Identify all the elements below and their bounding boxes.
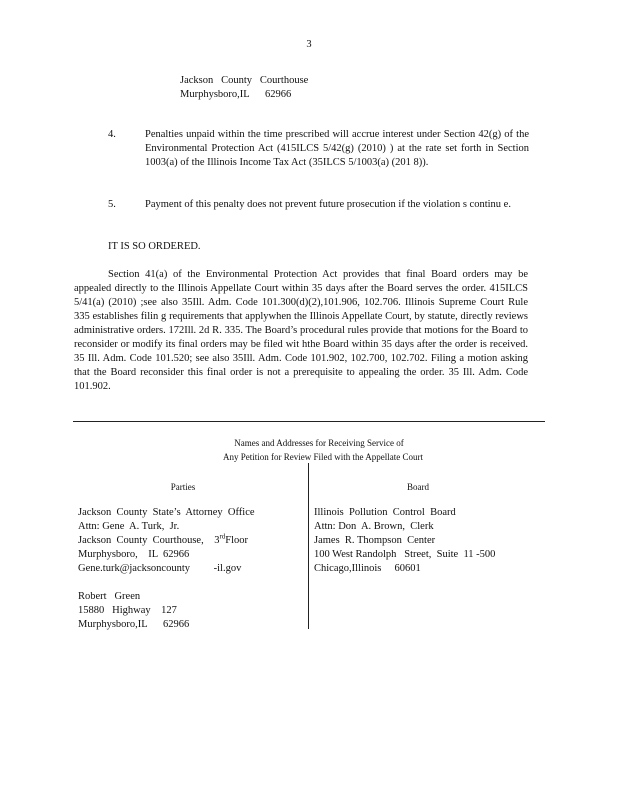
item-number: 5. [108, 199, 116, 210]
page-number: 3 [306, 39, 312, 50]
party-email: Gene.turk@jacksoncounty -il.gov [78, 563, 242, 574]
board-line: Attn: Don A. Brown, Clerk [314, 521, 434, 532]
party-line: Murphysboro, IL 62966 [78, 549, 190, 560]
board-line: Illinois Pollution Control Board [314, 507, 456, 518]
service-heading-line-1: Names and Addresses for Receiving Service of [234, 438, 404, 448]
horizontal-rule [73, 421, 545, 422]
appeal-rights-paragraph: Section 41(a) of the Environmental Protection Act provides that final Board orders may be appealed directly to the Illinois Appellate Court within 35 days after the Board serves the order. 415ILCS 5/41(a) (2010) ;see also 35Ill. Adm. Code 101.300(d)(2),101.906, 102.706. Illinois Supreme Court Rule 335 establishes filin g requirements that applywhen the Illinois Appellate Court, by statute, directly reviews administrative orders. 172Ill. 2d R. 335. The Board’s procedural rules provide that motions for the Board to reconsider or modify its final orders may be filed wit hthe Board within 35 days after the order is received. 35 Ill. Adm. Code 101.520; see also 35Ill. Adm. Code 101.902, 102.700, 102.702. Filing a motion asking that the Board reconsider this final order is not a prerequisite to appealing the order. 35 Ill. Adm. Code 101.902. [74, 269, 528, 392]
so-ordered-line: IT IS SO ORDERED. [108, 241, 201, 252]
board-address [314, 506, 495, 576]
board-line: Chicago,Illinois 60601 [314, 563, 421, 574]
party-jackson-county [78, 506, 255, 576]
item-number: 4. [108, 129, 116, 140]
party-line: Robert Green [78, 591, 141, 602]
party-robert-green [78, 590, 189, 632]
parties-heading: Parties [170, 482, 196, 492]
address-line: Jackson County Courthouse [180, 75, 309, 86]
address-block [180, 74, 308, 102]
address-line: Murphysboro,IL 62966 [180, 89, 292, 100]
board-line: 100 West Randolph Street, Suite 11 -500 [314, 549, 496, 560]
board-heading: Board [407, 482, 429, 492]
service-heading-line-2: Any Petition for Review Filed with the Appellate Court [223, 452, 423, 462]
item-text: Payment of this penalty does not prevent future prosecution if the violation s continu e. [145, 199, 511, 210]
party-line: Jackson County State’s Attorney Office [78, 507, 255, 518]
party-line: Murphysboro,IL 62966 [78, 619, 190, 630]
party-line: Attn: Gene A. Turk, Jr. [78, 521, 180, 532]
column-divider [308, 463, 309, 629]
item-text: Penalties unpaid within the time prescribed will accrue interest under Section 42(g) of the Environmental Protection Act (415ILCS 5/42(g) (2010) ) at the rate set forth in Section 1003(a) of the Illinois Income Tax Act (35ILCS 5/1003(a) (201 8)). [145, 129, 529, 168]
party-line: Jackson County Courthouse, 3rdFloor [78, 532, 249, 546]
party-line: 15880 Highway 127 [78, 605, 177, 616]
board-line: James R. Thompson Center [314, 535, 436, 546]
